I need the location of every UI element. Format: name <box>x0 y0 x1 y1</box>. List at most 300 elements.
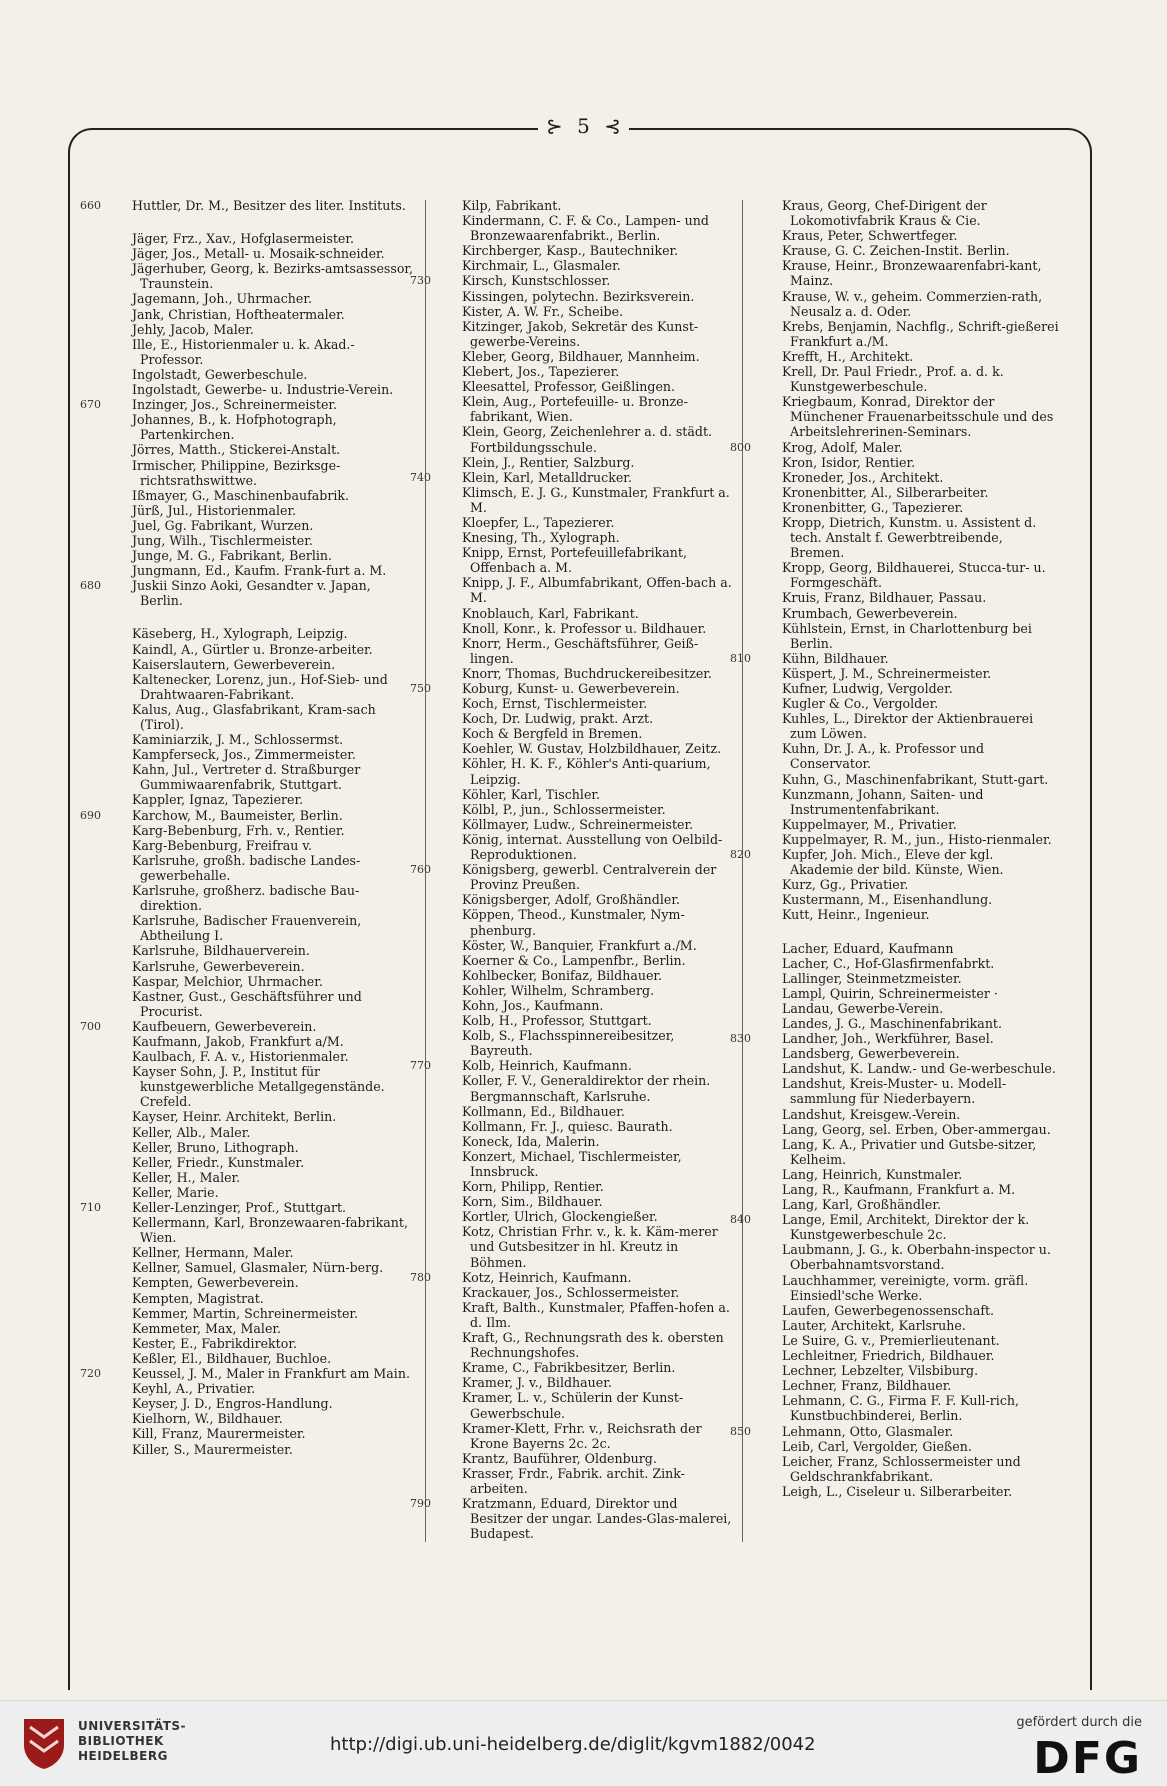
directory-entry <box>440 198 732 213</box>
directory-entry <box>410 1058 732 1074</box>
directory-entry <box>760 1061 1060 1076</box>
permalink-url[interactable]: http://digi.ub.uni-heidelberg.de/diglit/kgvm1882/0042 <box>330 1734 816 1755</box>
directory-entry <box>730 650 1060 666</box>
entry-text: Krantz, Bauführer, Oldenburg. <box>462 1450 657 1466</box>
page-number-ornament: ⊱ 5 ⊰ <box>0 114 1167 138</box>
entry-text: Leicher, Franz, Schlossermeister und Geldschrankfabrikant. <box>782 1453 1021 1484</box>
entry-text: Kotz, Heinrich, Kaufmann. <box>462 1269 632 1285</box>
directory-entry <box>760 394 1060 439</box>
entry-text: Koller, F. V., Generaldirektor der rhein. Bergmannschaft, Karlsruhe. <box>462 1073 711 1104</box>
directory-entry <box>80 1366 415 1382</box>
entry-text: Knorr, Herm., Geschäftsführer, Geiß-lingen. <box>462 635 699 666</box>
directory-entry <box>110 1306 415 1321</box>
entry-text: Jehly, Jacob, Maler. <box>132 321 254 337</box>
directory-entry <box>760 1378 1060 1393</box>
directory-entry <box>440 1390 732 1420</box>
entry-text: Johannes, B., k. Hofphotograph, Partenkirchen. <box>132 412 337 443</box>
directory-entry <box>110 503 415 518</box>
directory-entry <box>760 877 1060 892</box>
funding-caption: gefördert durch die <box>1016 1715 1142 1730</box>
directory-entry <box>440 741 732 756</box>
directory-entry <box>440 455 732 470</box>
directory-entry <box>440 817 732 832</box>
entry-text: Kappler, Ignaz, Tapezierer. <box>132 792 304 808</box>
directory-entry <box>80 198 415 213</box>
directory-entry <box>110 762 415 792</box>
entry-text: Klein, Karl, Metalldrucker. <box>462 469 632 485</box>
entry-text: Käseberg, H., Xylograph, Leipzig. <box>132 626 348 642</box>
university-line: BIBLIOTHEK <box>78 1734 164 1748</box>
entry-text: Kilp, Fabrikant. <box>462 198 562 213</box>
directory-entry <box>110 1109 415 1124</box>
directory-entry <box>760 711 1060 741</box>
directory-entry <box>440 575 732 605</box>
entry-text: Landher, Joh., Werkführer, Basel. <box>782 1031 994 1047</box>
directory-entry <box>760 455 1060 470</box>
directory-entry <box>440 998 732 1013</box>
entry-text: Kellner, Samuel, Glasmaler, Nürn-berg. <box>132 1260 384 1276</box>
entry-text: Kellner, Hermann, Maler. <box>132 1245 294 1261</box>
entry-text: Lang, Georg, sel. Erben, Ober-ammergau. <box>782 1121 1051 1137</box>
directory-entry <box>760 243 1060 258</box>
entry-text: Ille, E., Historienmaler u. k. Akad.-Professor. <box>132 336 355 367</box>
entry-text: Kuppelmayer, M., Privatier. <box>782 816 957 832</box>
entry-text: Jäger, Frz., Xav., Hofglasermeister. <box>132 231 355 247</box>
entry-text: Kraus, Georg, Chef-Dirigent der Lokomotivfabrik Kraus & Cie. <box>782 198 987 229</box>
directory-entry <box>440 213 732 243</box>
entry-text: Königsberger, Adolf, Großhändler. <box>462 892 680 908</box>
directory-entry <box>110 1351 415 1366</box>
directory-entry <box>760 941 1060 956</box>
entry-text: Kitzinger, Jakob, Sekretär des Kunst-gewerbe-Vereins. <box>462 318 699 349</box>
directory-entry <box>760 1303 1060 1318</box>
section-gap <box>760 923 1060 941</box>
directory-entry <box>760 1122 1060 1137</box>
entry-text: Kolb, S., Flachsspinnereibesitzer, Bayreuth. <box>462 1028 675 1059</box>
directory-entry <box>110 913 415 943</box>
entry-text: Knipp, Ernst, Portefeuillefabrikant, Offenbach a. M. <box>462 545 687 576</box>
entry-text: Krause, W. v., geheim. Commerzien-rath, Neusalz a. d. Oder. <box>782 288 1043 319</box>
directory-entry <box>760 228 1060 243</box>
directory-entry <box>110 1245 415 1260</box>
directory-entry <box>440 756 732 786</box>
entry-text: Kielhorn, W., Bildhauer. <box>132 1411 283 1427</box>
entry-text: Kohn, Jos., Kaufmann. <box>462 997 604 1013</box>
entry-number: 840 <box>730 1213 751 1227</box>
directory-entry <box>440 636 732 666</box>
entry-number: 850 <box>730 1424 751 1438</box>
entry-text: Knesing, Th., Xylograph. <box>462 530 620 546</box>
directory-entry <box>110 853 415 883</box>
entry-text: Kustermann, M., Eisenhandlung. <box>782 892 993 908</box>
entry-text: Jürß, Jul., Historienmaler. <box>132 502 297 518</box>
directory-entry <box>760 1167 1060 1182</box>
entry-text: Kindermann, C. F. & Co., Lampen- und Bronzewaarenfabrikt., Berlin. <box>462 213 709 244</box>
directory-entry <box>760 621 1060 651</box>
directory-entry <box>110 382 415 397</box>
entry-text: Lauchhammer, vereinigte, vorm. gräfl. Einsiedl'sche Werke. <box>782 1272 1029 1303</box>
directory-entry <box>110 291 415 306</box>
directory-entry <box>440 394 732 424</box>
directory-entry <box>440 1451 732 1466</box>
entry-text: Knorr, Thomas, Buchdruckereibesitzer. <box>462 665 712 681</box>
entry-text: Kramer, L. v., Schülerin der Kunst-Gewerbschule. <box>462 1390 684 1421</box>
entry-text: Kaiserslautern, Gewerbeverein. <box>132 656 336 672</box>
directory-entry <box>110 959 415 974</box>
directory-entry <box>410 681 732 696</box>
directory-entry <box>760 681 1060 696</box>
directory-entry <box>440 1300 732 1330</box>
directory-entry <box>110 322 415 337</box>
entry-number: 800 <box>730 440 751 454</box>
entry-text: Konzert, Michael, Tischlermeister, Innsbruck. <box>462 1148 682 1179</box>
directory-entry <box>110 563 415 578</box>
university-seal-icon <box>20 1715 68 1771</box>
directory-entry <box>760 1001 1060 1016</box>
entry-text: Kupfer, Joh. Mich., Eleve der kgl. Akademie der bild. Künste, Wien. <box>782 847 1004 878</box>
directory-entry <box>110 823 415 838</box>
directory-entry <box>760 590 1060 605</box>
entry-number: 770 <box>410 1059 431 1073</box>
entry-number: 700 <box>80 1019 101 1033</box>
directory-entry <box>110 1185 415 1200</box>
directory-entry <box>110 1396 415 1411</box>
directory-entry <box>110 943 415 958</box>
directory-entry <box>440 892 732 907</box>
entry-text: Landshut, Kreisgew.-Verein. <box>782 1106 961 1122</box>
entry-text: Korn, Sim., Bildhauer. <box>462 1194 603 1210</box>
entry-text: Koch, Dr. Ludwig, prakt. Arzt. <box>462 711 654 727</box>
university-name <box>78 1719 186 1764</box>
entry-text: Lechner, Franz, Bildhauer. <box>782 1378 952 1394</box>
directory-entry <box>760 817 1060 832</box>
directory-entry <box>760 1454 1060 1484</box>
directory-entry <box>730 1212 1060 1243</box>
entry-text: Kutt, Heinr., Ingenieur. <box>782 907 930 923</box>
directory-entry <box>110 1381 415 1396</box>
directory-entry <box>440 1119 732 1134</box>
entry-text: Klimsch, E. J. G., Kunstmaler, Frankfurt a. M. <box>462 484 730 515</box>
directory-entry <box>440 696 732 711</box>
entry-text: Karg-Bebenburg, Frh. v., Rentier. <box>132 822 345 838</box>
entry-text: Kufner, Ludwig, Vergolder. <box>782 681 953 696</box>
entry-text: Kester, E., Fabrikdirektor. <box>132 1335 297 1351</box>
directory-entry <box>110 261 415 291</box>
entry-text: Köhler, H. K. F., Köhler's Anti-quarium, Leipzig. <box>462 756 711 787</box>
entry-number: 820 <box>730 848 751 862</box>
directory-entry <box>440 424 732 454</box>
entry-text: Koch, Ernst, Tischlermeister. <box>462 696 648 712</box>
entry-text: Kropp, Dietrich, Kunstm. u. Assistent d. tech. Anstalt f. Gewerbtreibende, Bremen. <box>782 514 1037 561</box>
entry-text: Kotz, Christian Frhr. v., k. k. Käm-merer und Gutsbesitzer in hl. Kreutz in Böhmen. <box>462 1224 718 1270</box>
directory-entry <box>760 1363 1060 1378</box>
directory-entry <box>110 1426 415 1441</box>
entry-text: Kölbl, P., jun., Schlossermeister. <box>462 801 666 817</box>
entry-text: Korn, Philipp, Rentier. <box>462 1179 604 1195</box>
entry-text: Ißmayer, G., Maschinenbaufabrik. <box>132 487 349 503</box>
directory-entry <box>760 289 1060 319</box>
directory-entry <box>110 1411 415 1426</box>
directory-entry <box>440 319 732 349</box>
entry-text: Lang, Heinrich, Kunstmaler. <box>782 1166 963 1182</box>
directory-entry <box>760 560 1060 590</box>
entry-text: Kirchberger, Kasp., Bautechniker. <box>462 243 679 259</box>
entry-text: Krefft, H., Architekt. <box>782 348 914 364</box>
directory-entry <box>410 469 732 485</box>
directory-entry <box>440 258 732 273</box>
column-2 <box>410 198 732 1542</box>
directory-entry <box>110 367 415 382</box>
entry-text: Kriegbaum, Konrad, Direktor der Münchener Frauenarbeitsschule und des Arbeitslehrerinen-Seminars. <box>782 394 1054 440</box>
entry-text: Kirsch, Kunstschlosser. <box>462 273 611 289</box>
entry-text: Kaindl, A., Gürtler u. Bronze-arbeiter. <box>132 641 373 657</box>
directory-entry <box>440 621 732 636</box>
entry-text: Kolb, Heinrich, Kaufmann. <box>462 1058 632 1074</box>
entry-text: Köster, W., Banquier, Frankfurt a./M. <box>462 937 697 953</box>
directory-entry <box>110 533 415 548</box>
entry-text: Lacher, Eduard, Kaufmann <box>782 940 954 956</box>
entry-text: Juskii Sinzo Aoki, Gesandter v. Japan, Berlin. <box>132 578 371 609</box>
entry-text: Karg-Bebenburg, Freifrau v. <box>132 837 313 853</box>
entry-text: Leigh, L., Ciseleur u. Silberarbeiter. <box>782 1483 1013 1499</box>
entry-text: Landshut, Kreis-Muster- u. Modell-sammlung für Niederbayern. <box>782 1076 1007 1107</box>
entry-text: Krackauer, Jos., Schlossermeister. <box>462 1284 680 1300</box>
directory-entry <box>760 319 1060 349</box>
entry-text: Ingolstadt, Gewerbe- u. Industrie-Verein. <box>132 382 394 398</box>
directory-entry <box>110 1170 415 1185</box>
directory-entry <box>760 515 1060 560</box>
entry-text: Lehmann, C. G., Firma F. F. Kull-rich, Kunstbuchbinderei, Berlin. <box>782 1393 1019 1424</box>
entry-text: Lang, Karl, Großhändler. <box>782 1197 942 1213</box>
directory-entry <box>110 1291 415 1306</box>
directory-entry <box>760 986 1060 1001</box>
directory-entry <box>110 974 415 989</box>
entry-text: Keussel, J. M., Maler in Frankfurt am Main. <box>132 1366 410 1382</box>
directory-entry <box>80 397 415 413</box>
directory-entry <box>110 307 415 322</box>
directory-entry <box>440 243 732 258</box>
entry-text: Kollmann, Ed., Bildhauer. <box>462 1103 625 1119</box>
entry-text: Köhler, Karl, Tischler. <box>462 786 601 802</box>
entry-text: Kuhles, L., Direktor der Aktienbrauerei zum Löwen. <box>782 711 1034 742</box>
entry-number: 790 <box>410 1497 431 1511</box>
directory-entry <box>80 578 415 609</box>
directory-entry <box>110 1442 415 1457</box>
entry-number: 690 <box>80 808 101 822</box>
directory-entry <box>440 304 732 319</box>
entry-number: 780 <box>410 1270 431 1284</box>
directory-entry <box>760 1484 1060 1499</box>
entry-text: Knoblauch, Karl, Fabrikant. <box>462 605 639 621</box>
directory-entry <box>760 258 1060 288</box>
entry-text: Kuhn, G., Maschinenfabrikant, Stutt-gart. <box>782 771 1049 787</box>
entry-text: Kunzmann, Johann, Saiten- und Instrumentenfabrikant. <box>782 786 984 817</box>
entry-text: Keller, Friedr., Kunstmaler. <box>132 1154 305 1170</box>
directory-entry <box>440 968 732 983</box>
viewer-footer <box>0 1700 1167 1786</box>
directory-entry <box>760 787 1060 817</box>
directory-entry <box>760 1333 1060 1348</box>
dfg-logo: DFG <box>1033 1733 1142 1784</box>
entry-text: Landsberg, Gewerbeverein. <box>782 1046 960 1062</box>
entry-text: Kaltenecker, Lorenz, jun., Hof-Sieb- und Drahtwaaren-Fabrikant. <box>132 671 388 702</box>
entry-text: Karchow, M., Baumeister, Berlin. <box>132 807 343 823</box>
directory-entry <box>760 666 1060 681</box>
directory-entry <box>760 1242 1060 1272</box>
entry-text: Kleesattel, Professor, Geißlingen. <box>462 379 676 395</box>
directory-entry <box>760 1182 1060 1197</box>
entry-text: Lampl, Quirin, Schreinermeister · <box>782 985 998 1001</box>
entry-text: Juel, Gg. Fabrikant, Wurzen. <box>132 517 314 533</box>
directory-entry <box>760 1137 1060 1167</box>
entry-text: Kronenbitter, G., Tapezierer. <box>782 499 964 515</box>
entry-text: Kampferseck, Jos., Zimmermeister. <box>132 747 356 763</box>
entry-text: Kühn, Bildhauer. <box>782 650 889 666</box>
entry-text: Kurz, Gg., Privatier. <box>782 877 909 893</box>
directory-entry <box>760 1439 1060 1454</box>
directory-entry <box>440 1179 732 1194</box>
entry-text: Krause, G. C. Zeichen-Instit. Berlin. <box>782 243 1010 259</box>
directory-entry <box>760 1197 1060 1212</box>
directory-entry <box>110 548 415 563</box>
entry-text: Koerner & Co., Lampenfbr., Berlin. <box>462 952 686 968</box>
entry-text: Kuhn, Dr. J. A., k. Professor und Conservator. <box>782 741 985 772</box>
entry-text: Jörres, Matth., Stickerei-Anstalt. <box>132 442 341 458</box>
entry-text: Landes, J. G., Maschinenfabrikant. <box>782 1015 1002 1031</box>
directory-entry <box>410 273 732 289</box>
section-gap <box>110 213 415 231</box>
entry-text: Jank, Christian, Hoftheatermaler. <box>132 306 345 322</box>
directory-entry <box>730 439 1060 455</box>
directory-entry <box>110 657 415 672</box>
entry-text: Kroneder, Jos., Architekt. <box>782 469 944 485</box>
entry-text: Koehler, W. Gustav, Holzbildhauer, Zeitz. <box>462 741 722 757</box>
entry-text: Kortler, Ulrich, Glockengießer. <box>462 1209 658 1225</box>
entry-text: Karlsruhe, großh. badische Landes-gewerbehalle. <box>132 852 361 883</box>
directory-entry <box>440 1028 732 1058</box>
entry-text: Kahn, Jul., Vertreter d. Straßburger Gummiwaarenfabrik, Stuttgart. <box>132 762 361 793</box>
entry-text: Jagemann, Joh., Uhrmacher. <box>132 291 312 307</box>
section-gap <box>110 608 415 626</box>
directory-entry <box>110 1140 415 1155</box>
directory-entry <box>110 883 415 913</box>
entry-text: Klein, Georg, Zeichenlehrer a. d. städt. Fortbildungsschule. <box>462 424 713 455</box>
entry-text: Kemmer, Martin, Schreinermeister. <box>132 1305 359 1321</box>
entry-text: Küspert, J. M., Schreinermeister. <box>782 665 992 681</box>
directory-entry <box>110 626 415 641</box>
directory-entry <box>440 349 732 364</box>
directory-entry <box>110 747 415 762</box>
entry-text: Karlsruhe, großherz. badische Bau-direktion. <box>132 883 360 914</box>
entry-text: Lallinger, Steinmetzmeister. <box>782 970 962 986</box>
entry-text: Kaufbeuern, Gewerbeverein. <box>132 1018 317 1034</box>
directory-entry <box>760 1318 1060 1333</box>
directory-entry <box>440 289 732 304</box>
directory-entry <box>760 606 1060 621</box>
directory-entry <box>440 907 732 937</box>
entry-text: Lechleitner, Friedrich, Bildhauer. <box>782 1348 995 1364</box>
entry-text: Kaminiarzik, J. M., Schlossermst. <box>132 732 344 748</box>
directory-entry <box>440 530 732 545</box>
entry-text: Killer, S., Maurermeister. <box>132 1441 293 1457</box>
entry-text: Lange, Emil, Architekt, Direktor der k. Kunstgewerbeschule 2c. <box>782 1212 1030 1243</box>
directory-entry <box>110 838 415 853</box>
directory-entry <box>760 1273 1060 1303</box>
entry-text: Kropp, Georg, Bildhauerei, Stucca-tur- u. Formgeschäft. <box>782 560 1046 591</box>
directory-entry <box>440 666 732 681</box>
directory-entry <box>760 832 1060 847</box>
directory-entry <box>760 470 1060 485</box>
entry-text: Krumbach, Gewerbeverein. <box>782 605 958 621</box>
entry-text: Kastner, Gust., Geschäftsführer und Procurist. <box>132 988 362 1019</box>
entry-text: Kraft, Balth., Kunstmaler, Pfaffen-hofen a. d. Ilm. <box>462 1299 730 1330</box>
directory-entry <box>760 1348 1060 1363</box>
directory-entry <box>110 1064 415 1109</box>
directory-entry <box>110 337 415 367</box>
entry-text: Jägerhuber, Georg, k. Bezirks-amtsassessor, Traunstein. <box>132 261 414 292</box>
directory-entry <box>440 1330 732 1360</box>
entry-text: Klebert, Jos., Tapezierer. <box>462 364 620 380</box>
entry-number: 830 <box>730 1032 751 1046</box>
directory-entry <box>760 1076 1060 1106</box>
directory-entry <box>760 1393 1060 1423</box>
directory-entry <box>110 989 415 1019</box>
entry-text: Karlsruhe, Badischer Frauenverein, Abtheilung I. <box>132 913 362 944</box>
directory-entry <box>110 1321 415 1336</box>
directory-entry <box>760 971 1060 986</box>
entry-text: Kaufmann, Jakob, Frankfurt a/M. <box>132 1033 344 1049</box>
entry-text: Kempten, Gewerbeverein. <box>132 1275 299 1291</box>
entry-text: Keller, Bruno, Lithograph. <box>132 1139 299 1155</box>
entry-text: Koneck, Ida, Malerin. <box>462 1133 600 1149</box>
entry-text: Koburg, Kunst- u. Gewerbeverein. <box>462 681 680 696</box>
entry-text: Krause, Heinr., Bronzewaarenfabri-kant, Mainz. <box>782 258 1042 289</box>
entry-text: Keyhl, A., Privatier. <box>132 1381 256 1397</box>
directory-entry <box>110 1034 415 1049</box>
entry-number: 810 <box>730 651 751 665</box>
entry-number: 730 <box>410 274 431 288</box>
directory-entry <box>440 1466 732 1496</box>
entry-text: Kellermann, Karl, Bronzewaaren-fabrikant, Wien. <box>132 1215 408 1246</box>
directory-entry <box>110 231 415 246</box>
entry-text: Kalus, Aug., Glasfabrikant, Kram-sach (Tirol). <box>132 701 376 732</box>
entry-text: Kill, Franz, Maurermeister. <box>132 1426 306 1442</box>
directory-entry <box>410 1269 732 1285</box>
entry-number: 750 <box>410 682 431 695</box>
entry-text: Knoll, Konr., k. Professor u. Bildhauer. <box>462 620 707 636</box>
directory-entry <box>760 1107 1060 1122</box>
directory-entry <box>110 702 415 732</box>
entry-text: Krame, C., Fabrikbesitzer, Berlin. <box>462 1360 676 1376</box>
directory-entry <box>760 696 1060 711</box>
entry-number: 660 <box>80 199 101 212</box>
directory-entry <box>440 1224 732 1269</box>
entry-text: Jäger, Jos., Metall- u. Mosaik-schneider. <box>132 246 385 262</box>
entry-text: Kissingen, polytechn. Bezirksverein. <box>462 288 695 304</box>
directory-entry <box>110 1336 415 1351</box>
entry-text: Lauter, Architekt, Karlsruhe. <box>782 1317 966 1333</box>
university-line: UNIVERSITÄTS- <box>78 1719 187 1733</box>
entry-text: Kraft, G., Rechnungsrath des k. obersten Rechnungshofes. <box>462 1330 724 1361</box>
directory-entry <box>440 515 732 530</box>
entry-text: Kirchmair, L., Glasmaler. <box>462 258 621 274</box>
column-divider <box>742 200 743 1542</box>
directory-entry <box>110 1125 415 1140</box>
directory-entry <box>440 726 732 741</box>
directory-entry <box>110 246 415 261</box>
directory-entry <box>760 907 1060 922</box>
entry-text: Laubmann, J. G., k. Oberbahn-inspector u. Oberbahnamtsvorstand. <box>782 1242 1051 1273</box>
